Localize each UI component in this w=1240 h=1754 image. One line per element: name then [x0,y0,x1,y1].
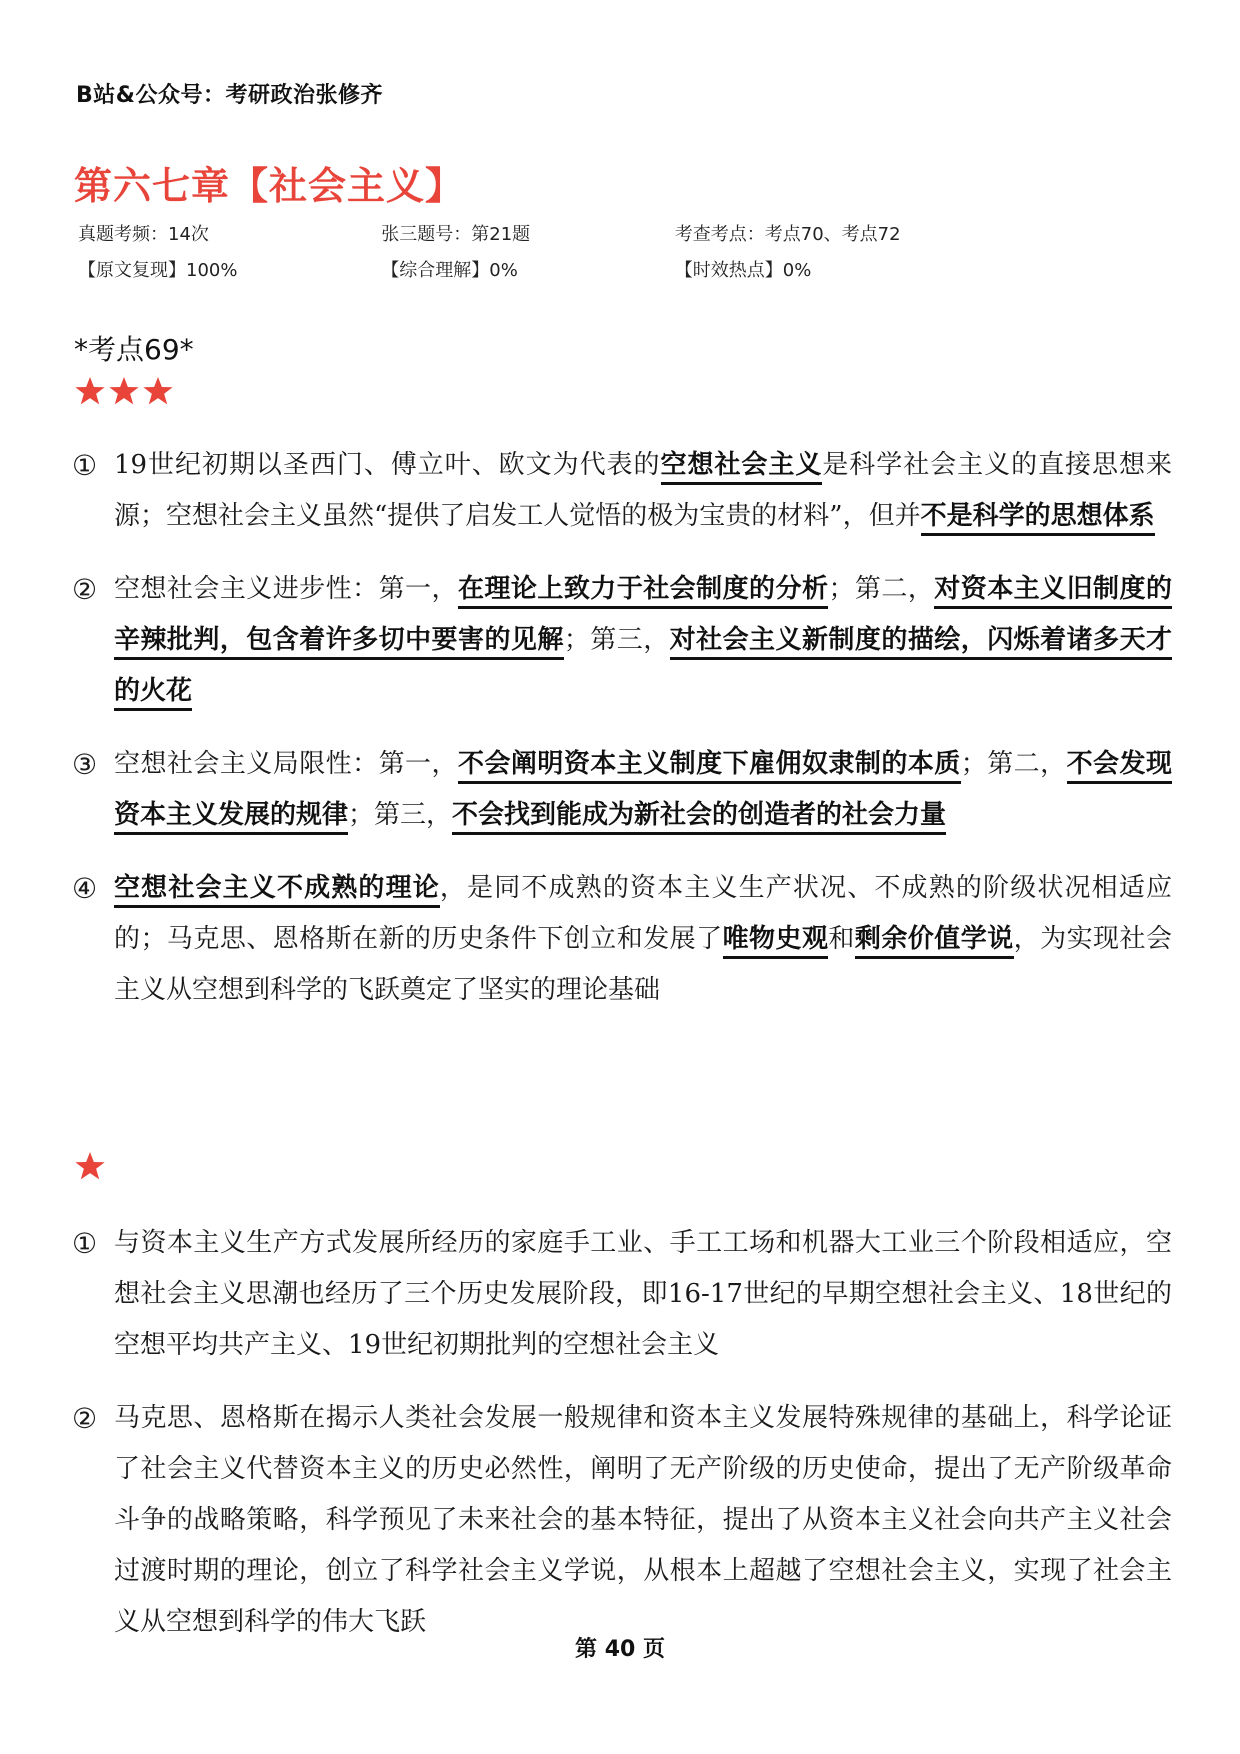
list-item [72,1218,1172,1371]
body-text: ；第三， [563,625,670,655]
exam-frequency: 真题考频：14次 [78,224,209,245]
body-text: 空想社会主义局限性：第一， [114,749,458,779]
key-phrase: 对社会主义新制度的描绘，闪烁着诸多天才的火花 [114,625,1172,711]
page-number: 第 40 页 [575,1637,665,1662]
points-high-importance [72,440,1172,1038]
star-icon [142,375,174,407]
body-text: ；第二， [828,574,935,604]
points-low-importance [72,1218,1172,1670]
chapter-title: 第六七章【社会主义】 [74,164,465,208]
key-phrase: 不是科学的思想体系 [921,501,1155,536]
body-text: 19世纪初期以圣西门、傅立叶、欧文为代表的 [114,450,661,480]
key-phrase: 剩余价值学说 [855,924,1014,959]
body-text: 和 [828,924,855,954]
meta-row-ratios [78,251,978,287]
comprehension-ratio: 【综合理解】0% [381,260,518,281]
star-icon [74,1150,106,1182]
item-number: ① [72,1227,98,1260]
star-icon [108,375,140,407]
key-phrase: 不会找到能成为新社会的创造者的社会力量 [452,800,946,835]
original-text-ratio: 【原文复现】100% [78,260,238,281]
related-points: 考查考点：考点70、考点72 [674,224,901,245]
item-number: ① [72,449,98,482]
body-text: ；第三， [348,800,453,830]
question-number: 张三题号：第21题 [381,224,531,245]
body-text: ；第二， [960,749,1067,779]
item-number: ④ [72,872,98,905]
section-label: *考点69* [74,333,194,366]
body-text: 空想社会主义进步性：第一， [114,574,458,604]
key-phrase: 在理论上致力于社会制度的分析 [458,574,828,609]
key-phrase: 对资本主义旧制度的辛辣批判，包含着许多切中要害的见解 [114,574,1172,660]
item-number: ③ [72,748,98,781]
key-phrase: 空想社会主义不成熟的理论 [114,873,440,908]
key-phrase: 唯物史观 [723,924,829,959]
list-item [72,1393,1172,1648]
star-icon [74,375,106,407]
list-item [72,863,1172,1016]
hotspot-ratio: 【时效热点】0% [674,260,812,281]
importance-stars-low [74,1150,106,1182]
meta-info [78,215,978,287]
list-item [72,440,1172,542]
body-text: ，是同不成熟的资本主义生产状况、不成熟的阶级状况相适应的；马克思、恩格斯在新的历史条件下创立和发展了 [114,873,1172,954]
body-text: ，为实现社会主义从空想到科学的飞跃奠定了坚实的理论基础 [114,924,1172,1005]
brand-line: B站&公众号：考研政治张修齐 [76,83,383,108]
key-phrase: 不会发现资本主义发展的规律 [114,749,1172,835]
body-text: 马克思、恩格斯在揭示人类社会发展一般规律和资本主义发展特殊规律的基础上，科学论证了社会主义代替资本主义的历史必然性，阐明了无产阶级的历史使命，提出了无产阶级革命斗争的战略策略，科学预见了未来社会的基本特征，提出了从资本主义社会向共产主义社会过渡时期的理论，创立了科学社会主义学说，从根本上超越了空想社会主义，实现了社会主义从空想到科学的伟大飞跃 [114,1403,1172,1637]
key-phrase: 不会阐明资本主义制度下雇佣奴隶制的本质 [458,749,961,784]
body-text: 是科学社会主义的直接思想来源；空想社会主义虽然“提供了启发工人觉悟的极为宝贵的材料”，但并 [114,450,1172,531]
meta-row-stats [78,215,978,251]
importance-stars-high [74,375,174,407]
item-number: ② [72,573,98,606]
body-text: 与资本主义生产方式发展所经历的家庭手工业、手工工场和机器大工业三个阶段相适应，空想社会主义思潮也经历了三个历史发展阶段，即16-17世纪的早期空想社会主义、18世纪的空想平均共产主义、19世纪初期批判的空想社会主义 [114,1228,1172,1360]
item-number: ② [72,1402,98,1435]
list-item [72,739,1172,841]
list-item [72,564,1172,717]
key-phrase: 空想社会主义 [661,450,823,485]
